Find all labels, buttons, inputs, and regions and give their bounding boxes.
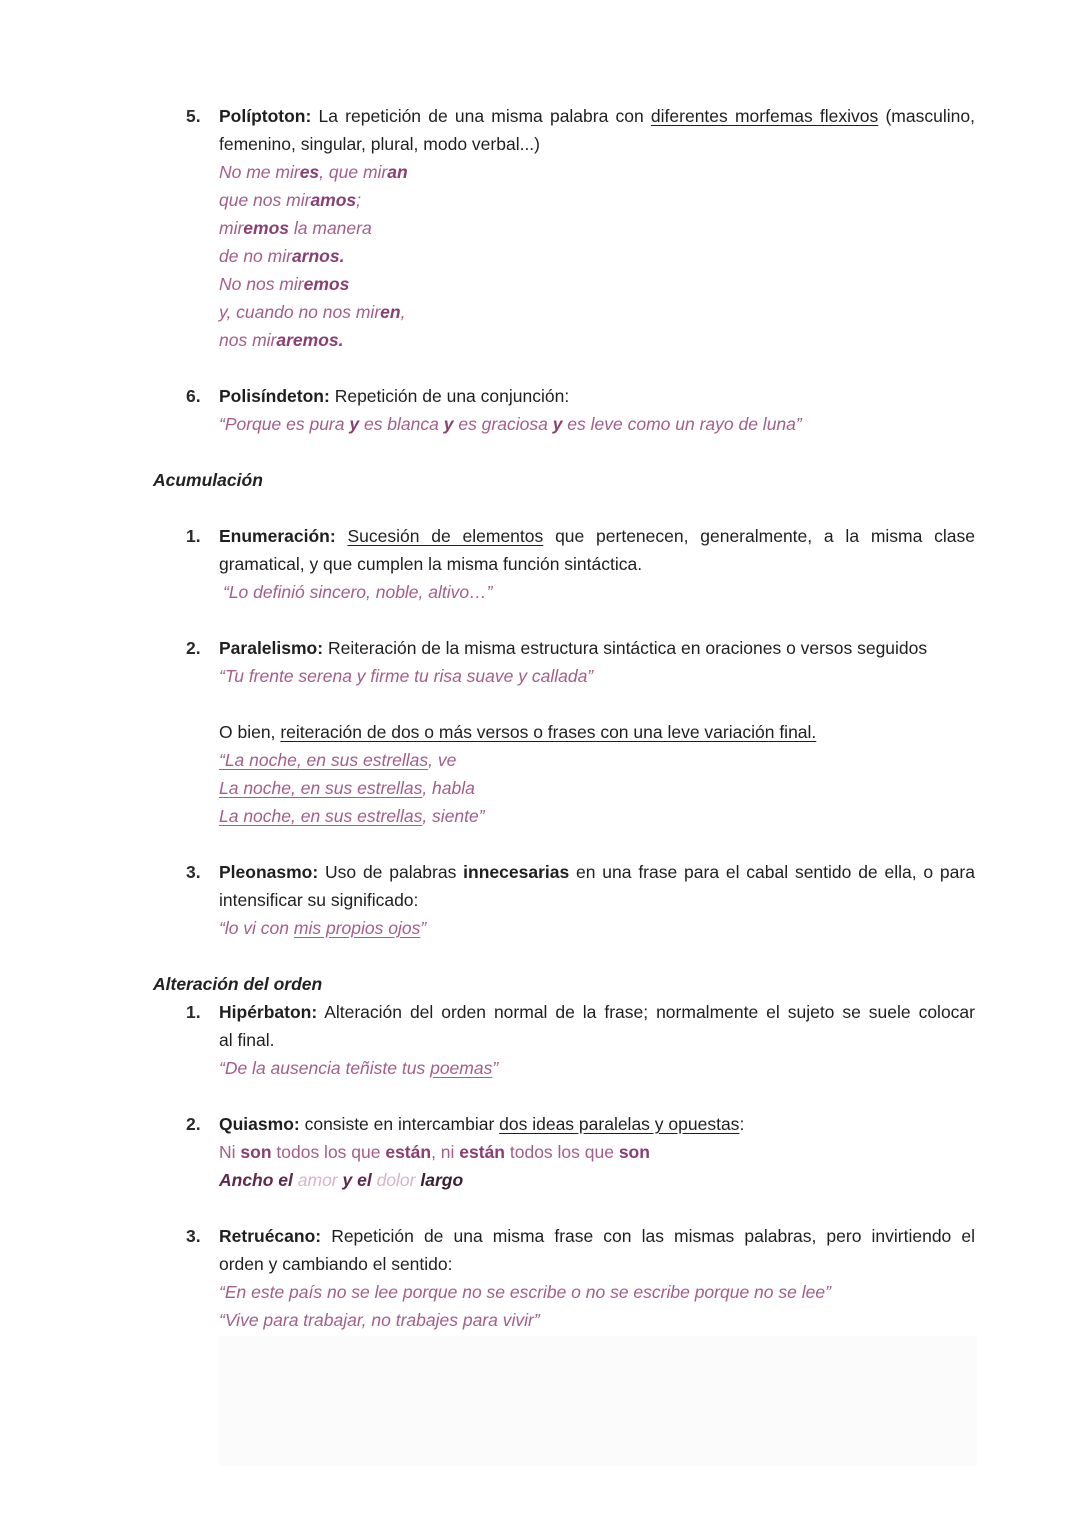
- definition-line: orden y cambiando el sentido:: [219, 1254, 453, 1274]
- poem-verse: “La noche, en sus estrellas, ve: [219, 750, 457, 770]
- definition-line: femenino, singular, plural, modo verbal...): [219, 134, 540, 154]
- definition-line: Retruécano: Repetición de una misma frase con las mismas palabras, pero invirtiendo el: [219, 1226, 975, 1246]
- definition-line: Polisíndeton: Repetición de una conjunción:: [219, 386, 570, 406]
- definition-text: (masculino,: [885, 106, 975, 126]
- section-heading-acumulacion: Acumulación: [153, 470, 263, 490]
- item-number: 6.: [186, 386, 201, 406]
- poem-verse: No nos miremos: [219, 274, 350, 294]
- definition-line: Quiasmo: consiste en intercambiar dos ideas paralelas y opuestas:: [219, 1114, 745, 1134]
- item-number: 3.: [186, 862, 201, 882]
- example-quote: “Vive para trabajar, no trabajes para vivir”: [219, 1310, 540, 1330]
- underlined-phrase: Sucesión de elementos: [347, 526, 544, 546]
- poem-verse: que nos miramos;: [219, 190, 362, 210]
- definition-line: Enumeración: Sucesión de elementos que pertenecen, generalmente, a la misma clase: [219, 526, 975, 546]
- item-number: 1.: [186, 1002, 201, 1022]
- underlined-phrase: diferentes morfemas flexivos: [650, 106, 879, 126]
- section-heading-alteracion: Alteración del orden: [153, 974, 323, 994]
- term: Quiasmo:: [219, 1114, 300, 1134]
- definition-line: Pleonasmo: Uso de palabras innecesarias en una frase para el cabal sentido de ella, o para: [219, 862, 975, 882]
- poem-verse: y, cuando no nos miren,: [219, 302, 406, 322]
- definition-line: gramatical, y que cumplen la misma función sintáctica.: [219, 554, 643, 574]
- item-number: 1.: [186, 526, 201, 546]
- example-quote: “Tu frente serena y firme tu risa suave y callada”: [219, 666, 594, 686]
- definition-line: intensificar su significado:: [219, 890, 419, 910]
- definition-line: [219, 102, 975, 130]
- definition-text: La repetición de una misma palabra con: [318, 106, 644, 126]
- example-quote: “En este país no se lee porque no se escribe o no se escribe porque no se lee”: [219, 1282, 831, 1302]
- underlined-phrase: dos ideas paralelas y opuestas: [499, 1114, 740, 1134]
- definition-line: Paralelismo: Reiteración de la misma estructura sintáctica en oraciones o versos seguidos: [219, 638, 928, 658]
- poem-verse: La noche, en sus estrellas, habla: [219, 778, 475, 798]
- item-number: 3.: [186, 1226, 201, 1246]
- definition-line: al final.: [219, 1030, 275, 1050]
- definition-line: Hipérbaton: Alteración del orden normal de la frase; normalmente el sujeto se suele colocar: [219, 1002, 975, 1022]
- blank-area: [219, 1336, 977, 1466]
- item-number: 5.: [186, 106, 201, 126]
- term: Paralelismo:: [219, 638, 324, 658]
- example-line: Ancho el amor y el dolor largo: [219, 1170, 464, 1190]
- poem-verse: nos miraremos.: [219, 330, 344, 350]
- example-line: Ni son todos los que están, ni están todos los que son: [219, 1142, 650, 1162]
- example-quote: “Lo definió sincero, noble, altivo…”: [223, 582, 493, 602]
- term: Políptoton:: [219, 106, 312, 126]
- term: Polisíndeton:: [219, 386, 330, 406]
- poem-verse: No me mires, que miran: [219, 162, 408, 182]
- example-quote: “De la ausencia teñiste tus poemas”: [219, 1058, 499, 1078]
- example-quote: “Porque es pura y es blanca y es graciosa y es leve como un rayo de luna”: [219, 414, 802, 434]
- item-number: 2.: [186, 1114, 201, 1134]
- term: Pleonasmo:: [219, 862, 319, 882]
- underlined-phrase: reiteración de dos o más versos o frases con una leve variación final.: [280, 722, 817, 742]
- poem-verse: de no mirarnos.: [219, 246, 345, 266]
- term: Retruécano:: [219, 1226, 322, 1246]
- term: Hipérbaton:: [219, 1002, 318, 1022]
- poem-verse: La noche, en sus estrellas, siente”: [219, 806, 485, 826]
- poem-verse: miremos la manera: [219, 218, 372, 238]
- term: Enumeración:: [219, 526, 336, 546]
- definition-line: O bien, reiteración de dos o más versos o frases con una leve variación final.: [219, 722, 817, 742]
- item-poliptoton: [0, 102, 975, 130]
- item-number: 2.: [186, 638, 201, 658]
- example-quote: “lo vi con mis propios ojos”: [219, 918, 427, 938]
